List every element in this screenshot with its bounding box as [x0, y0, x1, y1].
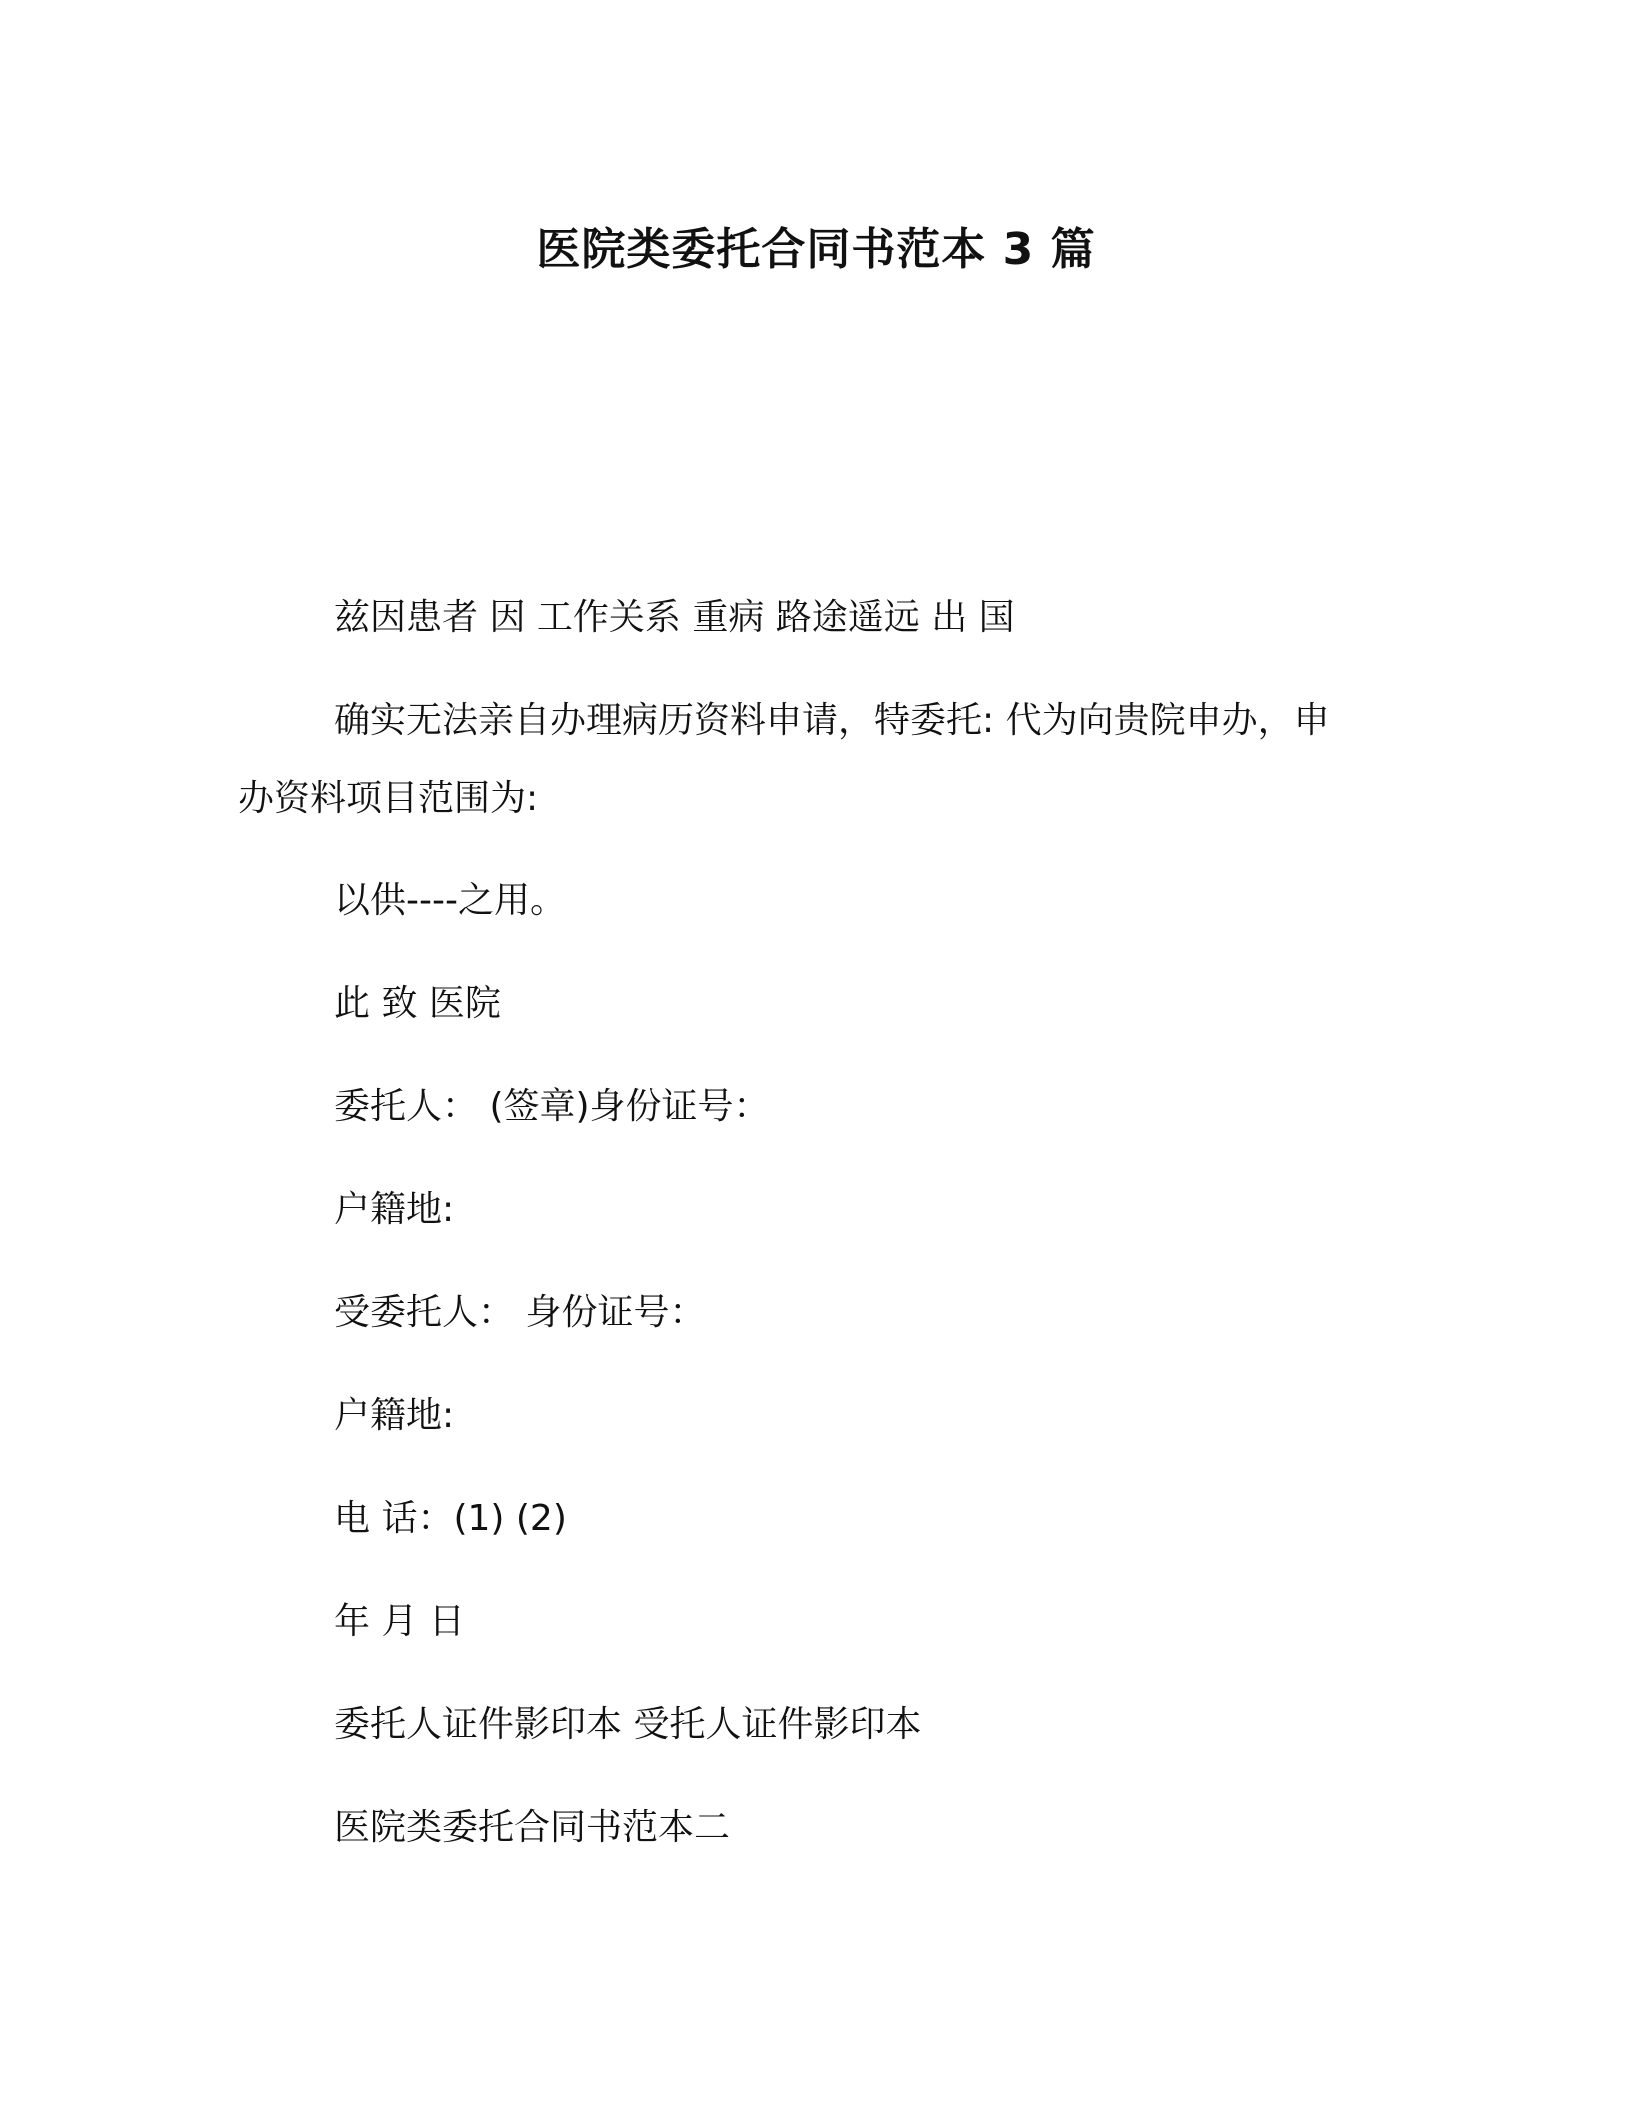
paragraph-line: 以供----之用。: [334, 880, 566, 921]
paragraph-line: 确实无法亲自办理病历资料申请，特委托: 代为向贵院申办，申: [334, 700, 1330, 741]
paragraph-line: 年 月 日: [334, 1601, 465, 1642]
paragraph-line: 户籍地:: [334, 1189, 455, 1230]
paragraph-line: 电 话：(1) (2): [334, 1498, 567, 1539]
document-title: 医院类委托合同书范本 3 篇: [536, 224, 1096, 275]
paragraph-continuation: 办资料项目范围为:: [238, 778, 539, 819]
paragraph-line: 户籍地:: [334, 1395, 455, 1436]
paragraph-line: 委托人： (签章)身份证号：: [334, 1086, 770, 1127]
paragraph-line: 委托人证件影印本 受托人证件影印本: [334, 1704, 922, 1745]
paragraph-line: 受委托人： 身份证号：: [334, 1292, 706, 1333]
paragraph-line: 兹因患者 因 工作关系 重病 路途遥远 出 国: [334, 597, 1015, 638]
paragraph-line: 此 致 医院: [334, 983, 501, 1024]
section-heading: 医院类委托合同书范本二: [334, 1807, 731, 1848]
